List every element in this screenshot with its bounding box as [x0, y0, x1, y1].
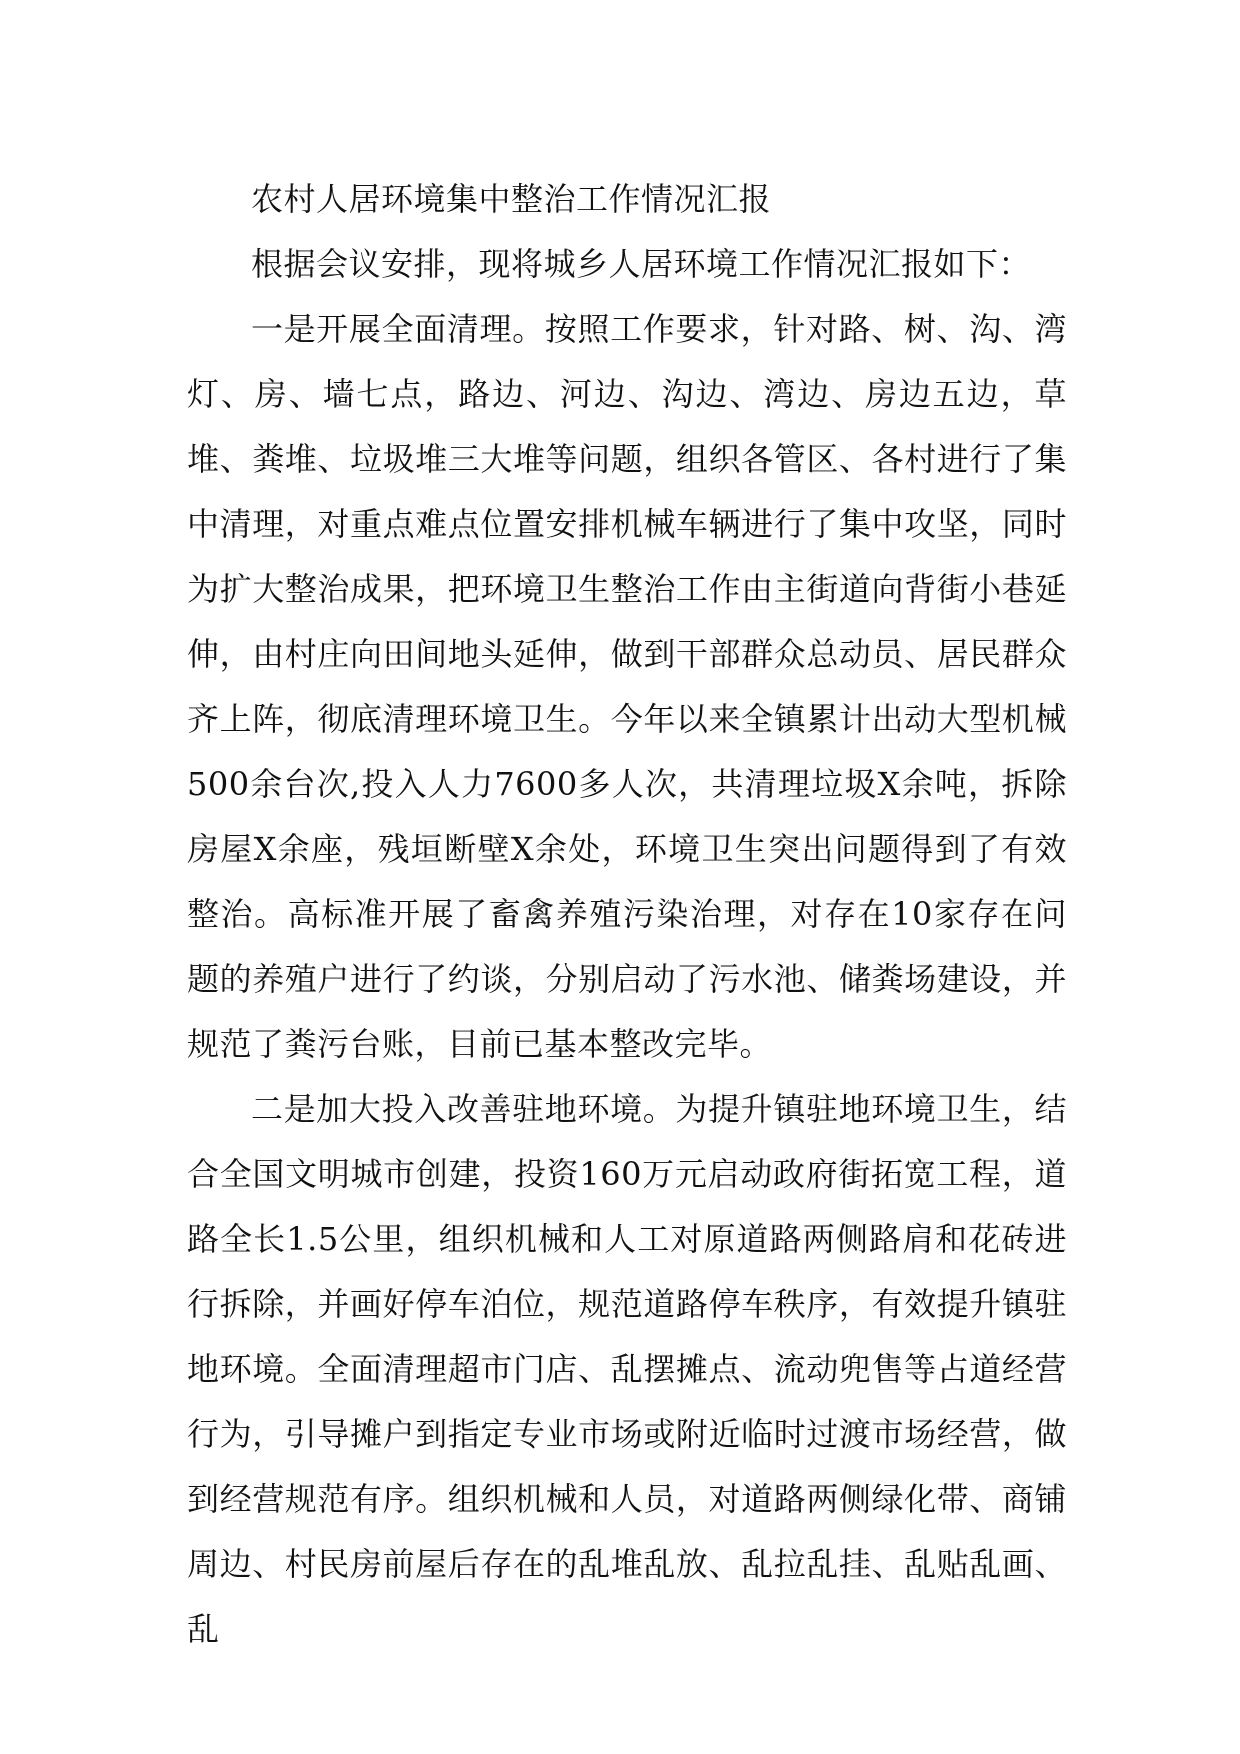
document-title: 农村人居环境集中整治工作情况汇报	[251, 180, 772, 218]
paragraph-intro: 根据会议安排，现将城乡人居环境工作情况汇报如下：	[251, 245, 1032, 283]
paragraph-investment: 二是加大投入改善驻地环境。为提升镇驻地环境卫生，结合全国文明城市创建，投资160万元启动政府街拓宽工程，道路全长1.5公里，组织机械和人工对原道路两侧路肩和花砖进行拆除，并画好停车泊位，规范道路停车秩序，有效提升镇驻地环境。全面清理超市门店、乱摆摊点、流动兜售等占道经营行为，引导摊户到指定专业市场或附近临时过渡市场经营，做到经营规范有序。组织机械和人员，对道路两侧绿化带、商铺周边、村民房前屋后存在的乱堆乱放、乱拉乱挂、乱贴乱画、乱	[187, 1090, 1067, 1648]
paragraph-cleanup: 一是开展全面清理。按照工作要求，针对路、树、沟、湾灯、房、墙七点，路边、河边、沟边、湾边、房边五边，草堆、粪堆、垃圾堆三大堆等问题，组织各管区、各村进行了集中清理，对重点难点位置安排机械车辆进行了集中攻坚，同时为扩大整治成果，把环境卫生整治工作由主街道向背街小巷延伸，由村庄向田间地头延伸，做到干部群众总动员、居民群众齐上阵，彻底清理环境卫生。今年以来全镇累计出动大型机械500余台次,投入人力7600多人次，共清理垃圾X余吨，拆除房屋X余座，残垣断壁X余处，环境卫生突出问题得到了有效整治。高标准开展了畜禽养殖污染治理，对存在10家存在问题的养殖户进行了约谈，分别启动了污水池、储粪场建设，并规范了粪污台账，目前已基本整改完毕。	[187, 310, 1067, 1063]
document-body	[187, 167, 1067, 1662]
